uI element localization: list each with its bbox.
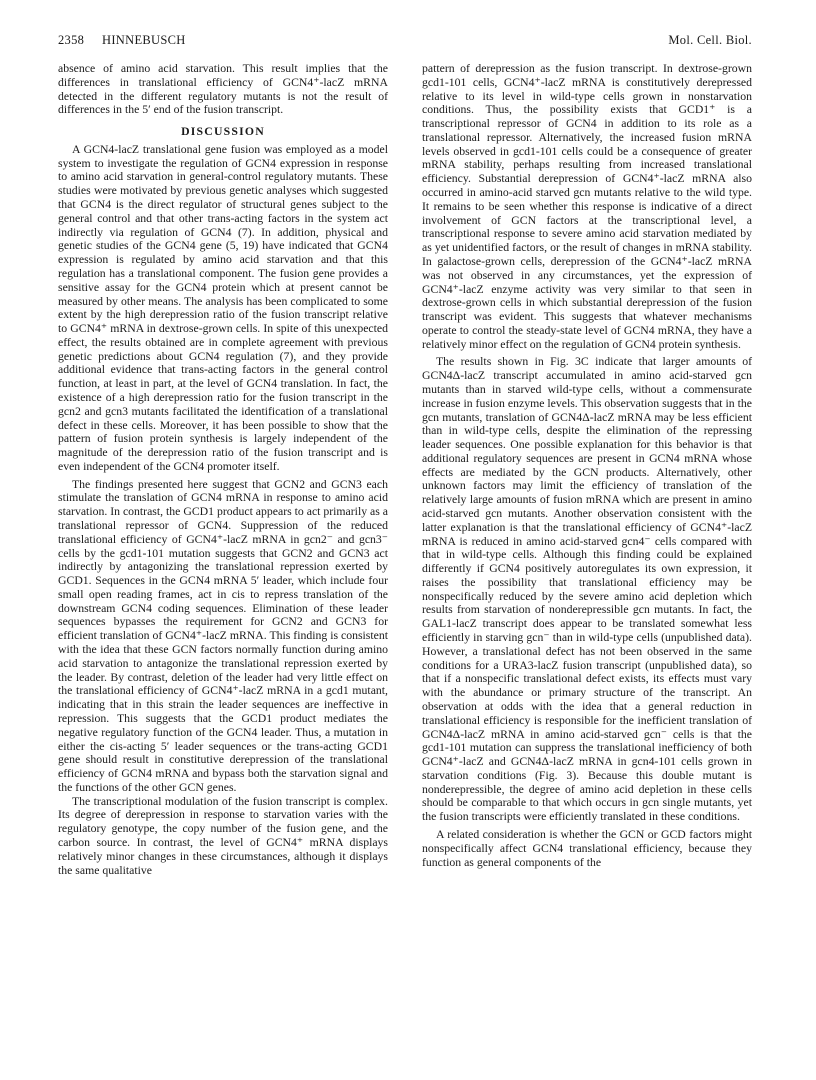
paragraph: A GCN4-lacZ translational gene fusion was employed as a model system to investigate the regulation of GCN4 expression in response to amino acid starvation in general-control regulatory mutants. These studies were motivated by previous genetic analyses which suggested that GCN4 is the direct regulator of structural genes subject to the general control and that other trans-acting factors in the system act indirectly via regulation of GCN4 (7). In addition, physical and genetic studies of the GCN4 gene (5, 19) have indicated that GCN4 expression is regulated by amino acid starvation and that this regulation has a translational component. The fusion gene provides a sensitive assay for the GCN4 protein which at present cannot be measured by other means. The analysis has been complicated to some extent by the high derepression ratio of the fusion transcript relative to GCN4⁺ mRNA in dextrose-grown cells. In spite of this unexpected effect, the results obtained are in complete agreement with previous genetic predictions about GCN4 regulation (7), and they provide additional evidence that trans-acting factors in the general control function, at least in part, at the level of GCN4 translation. In fact, the existence of a high derepression ratio for the fusion transcript in the gcn2 and gcn3 mutants facilitated the identification of a translational defect in these cells. Moreover, it has been possible to show that the pattern of fusion protein synthesis is largely independent of the magnitude of the derepression ratio of the fusion transcript and is even independent of the GCN4 promoter itself. (58, 142, 388, 473)
paragraph: The transcriptional modulation of the fusion transcript is complex. Its degree of derepression in response to starvation varies with the regulatory genotype, the copy number of the fusion gene, and the carbon source. In contrast, the level of GCN4⁺ mRNA displays relatively minor changes in these circumstances, although it displays the same qualitative (58, 794, 388, 877)
paragraph-intro: absence of amino acid starvation. This result implies that the differences in translational efficiency of GCN4⁺-lacZ mRNA detected in the different regulatory mutants is not the result of differences in the 5′ end of the fusion transcript. (58, 62, 388, 117)
running-author: HINNEBUSCH (102, 33, 186, 47)
section-heading-discussion: DISCUSSION (181, 125, 265, 139)
paragraph: The findings presented here suggest that GCN2 and GCN3 each stimulate the translation of GCN4 mRNA in response to amino acid starvation. In contrast, the GCD1 product appears to act primarily as a translational repressor of GCN4. Suppression of the reduced translational efficiency of GCN4⁺-lacZ mRNA in gcn2⁻ and gcn3⁻ cells by the gcd1-101 mutation suggests that GCN2 and GCN3 act indirectly by antagonizing the translational repression exerted by GCD1. Sequences in the GCN4 mRNA 5′ leader, which include four small open reading frames, act in cis to repress translation of the downstream GCN4 coding sequences. Elimination of these leader sequences bypasses the requirement for GCN2 and GCN3 for efficient translation of GCN4⁺-lacZ mRNA. This finding is consistent with the idea that these GCN factors normally function during amino acid starvation to antagonize the translational repression exerted by the leader. By contrast, deletion of the leader had very little effect on the translational efficiency of GCN4⁺-lacZ mRNA in a gcd1 mutant, indicating that in this strain the leader sequences are ineffective in repression. This suggests that the GCD1 product mediates the negative regulatory function of the GCN4 leader. Thus, a mutation in either the cis-acting 5′ leader sequences or the trans-acting GCD1 gene should result in constitutive derepression of the translational efficiency of GCN4 mRNA and bypass both the starvation signal and the functions of the other GCN genes. (58, 477, 388, 794)
journal-name: Mol. Cell. Biol. (668, 33, 752, 47)
left-column (58, 62, 388, 877)
paragraph: pattern of derepression as the fusion transcript. In dextrose-grown gcd1-101 cells, GCN4⁺-lacZ mRNA is constitutively derepressed relative to its level in wild-type cells grown in nonstarvation conditions. Thus, the possibility exists that GCD1⁺ is a transcriptional repressor of GCN4 in addition to its role as a translational repressor. Alternatively, the increased fusion mRNA levels observed in gcd1-101 cells could be a consequence of greater mRNA stability, perhaps resulting from increased translational efficiency. Substantial derepression of GCN4⁺-lacZ mRNA also occurred in amino-acid starved gcn mutants relative to the wild type. It remains to be seen whether this response is indicative of a direct involvement of GCN factors at the transcriptional level, a transcriptional response to severe amino acid starvation mediated by as yet unidentified factors, or the result of changes in mRNA stability. In galactose-grown cells, derepression of the GCN4⁺-lacZ mRNA was not observed in any circumstances, yet the expression of GCN4⁺-lacZ enzyme activity was very similar to that seen in dextrose-grown cells in which substantial derepression of the fusion transcript was evident. This suggests that whatever mechanisms operate to control the steady-state level of GCN4 mRNA, they have a relatively minor effect on the regulation of GCN4 protein synthesis. (422, 62, 752, 351)
paragraph: The results shown in Fig. 3C indicate that larger amounts of GCN4Δ-lacZ transcript accumulated in amino acid-starved gcn mutants than in starved wild-type cells, without a commensurate increase in fusion enzyme levels. This observation suggests that in the gcn mutants, translation of GCN4Δ-lacZ mRNA may be less efficient than in wild-type cells, despite the elimination of the repressing leader sequences. One possible explanation for this behavior is that additional regulatory sequences are present in GCN4 mRNA whose effects are mediated by the GCN products. Alternatively, other unknown factors may limit the efficiency of translation of the relatively large amounts of fusion mRNA which are present in amino acid-starved gcn mutants. Another observation consistent with the latter explanation is that the translational efficiency of GCN4⁺-lacZ mRNA is reduced in amino acid-starved gcn4⁻ cells compared with that in wild-type cells. Although this finding could be explained differently if GCN4 positively autoregulates its own expression, it raises the possibility that translational efficiency may be nonspecifically reduced by the severe amino acid depletion which results from starvation of nonderepressible gcn mutants. In fact, the GAL1-lacZ transcript does appear to be translated somewhat less efficiently in starving gcn⁻ than in wild-type cells (unpublished data). However, a translational defect has not been observed in the same conditions for a URA3-lacZ fusion transcript (unpublished data), so that if a nonspecific translational defect exists, its effects must vary with the abundance or primary structure of the transcript. An observation at odds with the idea that a general reduction in translational efficiency is responsible for the inefficient translation of GCN4Δ-lacZ mRNA in amino acid-starved gcn⁻ cells is that the gcd1-101 mutation can suppress the translational inefficiency of both GCN4⁺-lacZ and GCN4Δ-lacZ mRNA in gcn4-101 cells grown in starvation conditions (Fig. 3). Because this double mutant is nonderepressible, the degree of amino acid depletion in these cells should be comparable to that which occurs in gcn single mutants, yet the fusion transcripts were efficiently translated in these conditions. (422, 355, 752, 824)
right-column (422, 62, 752, 869)
running-header (58, 33, 752, 53)
page-number: 2358 (58, 33, 85, 47)
paragraph: A related consideration is whether the GCN or GCD factors might nonspecifically affect GCN4 translational efficiency, because they function as general components of the (422, 827, 752, 869)
